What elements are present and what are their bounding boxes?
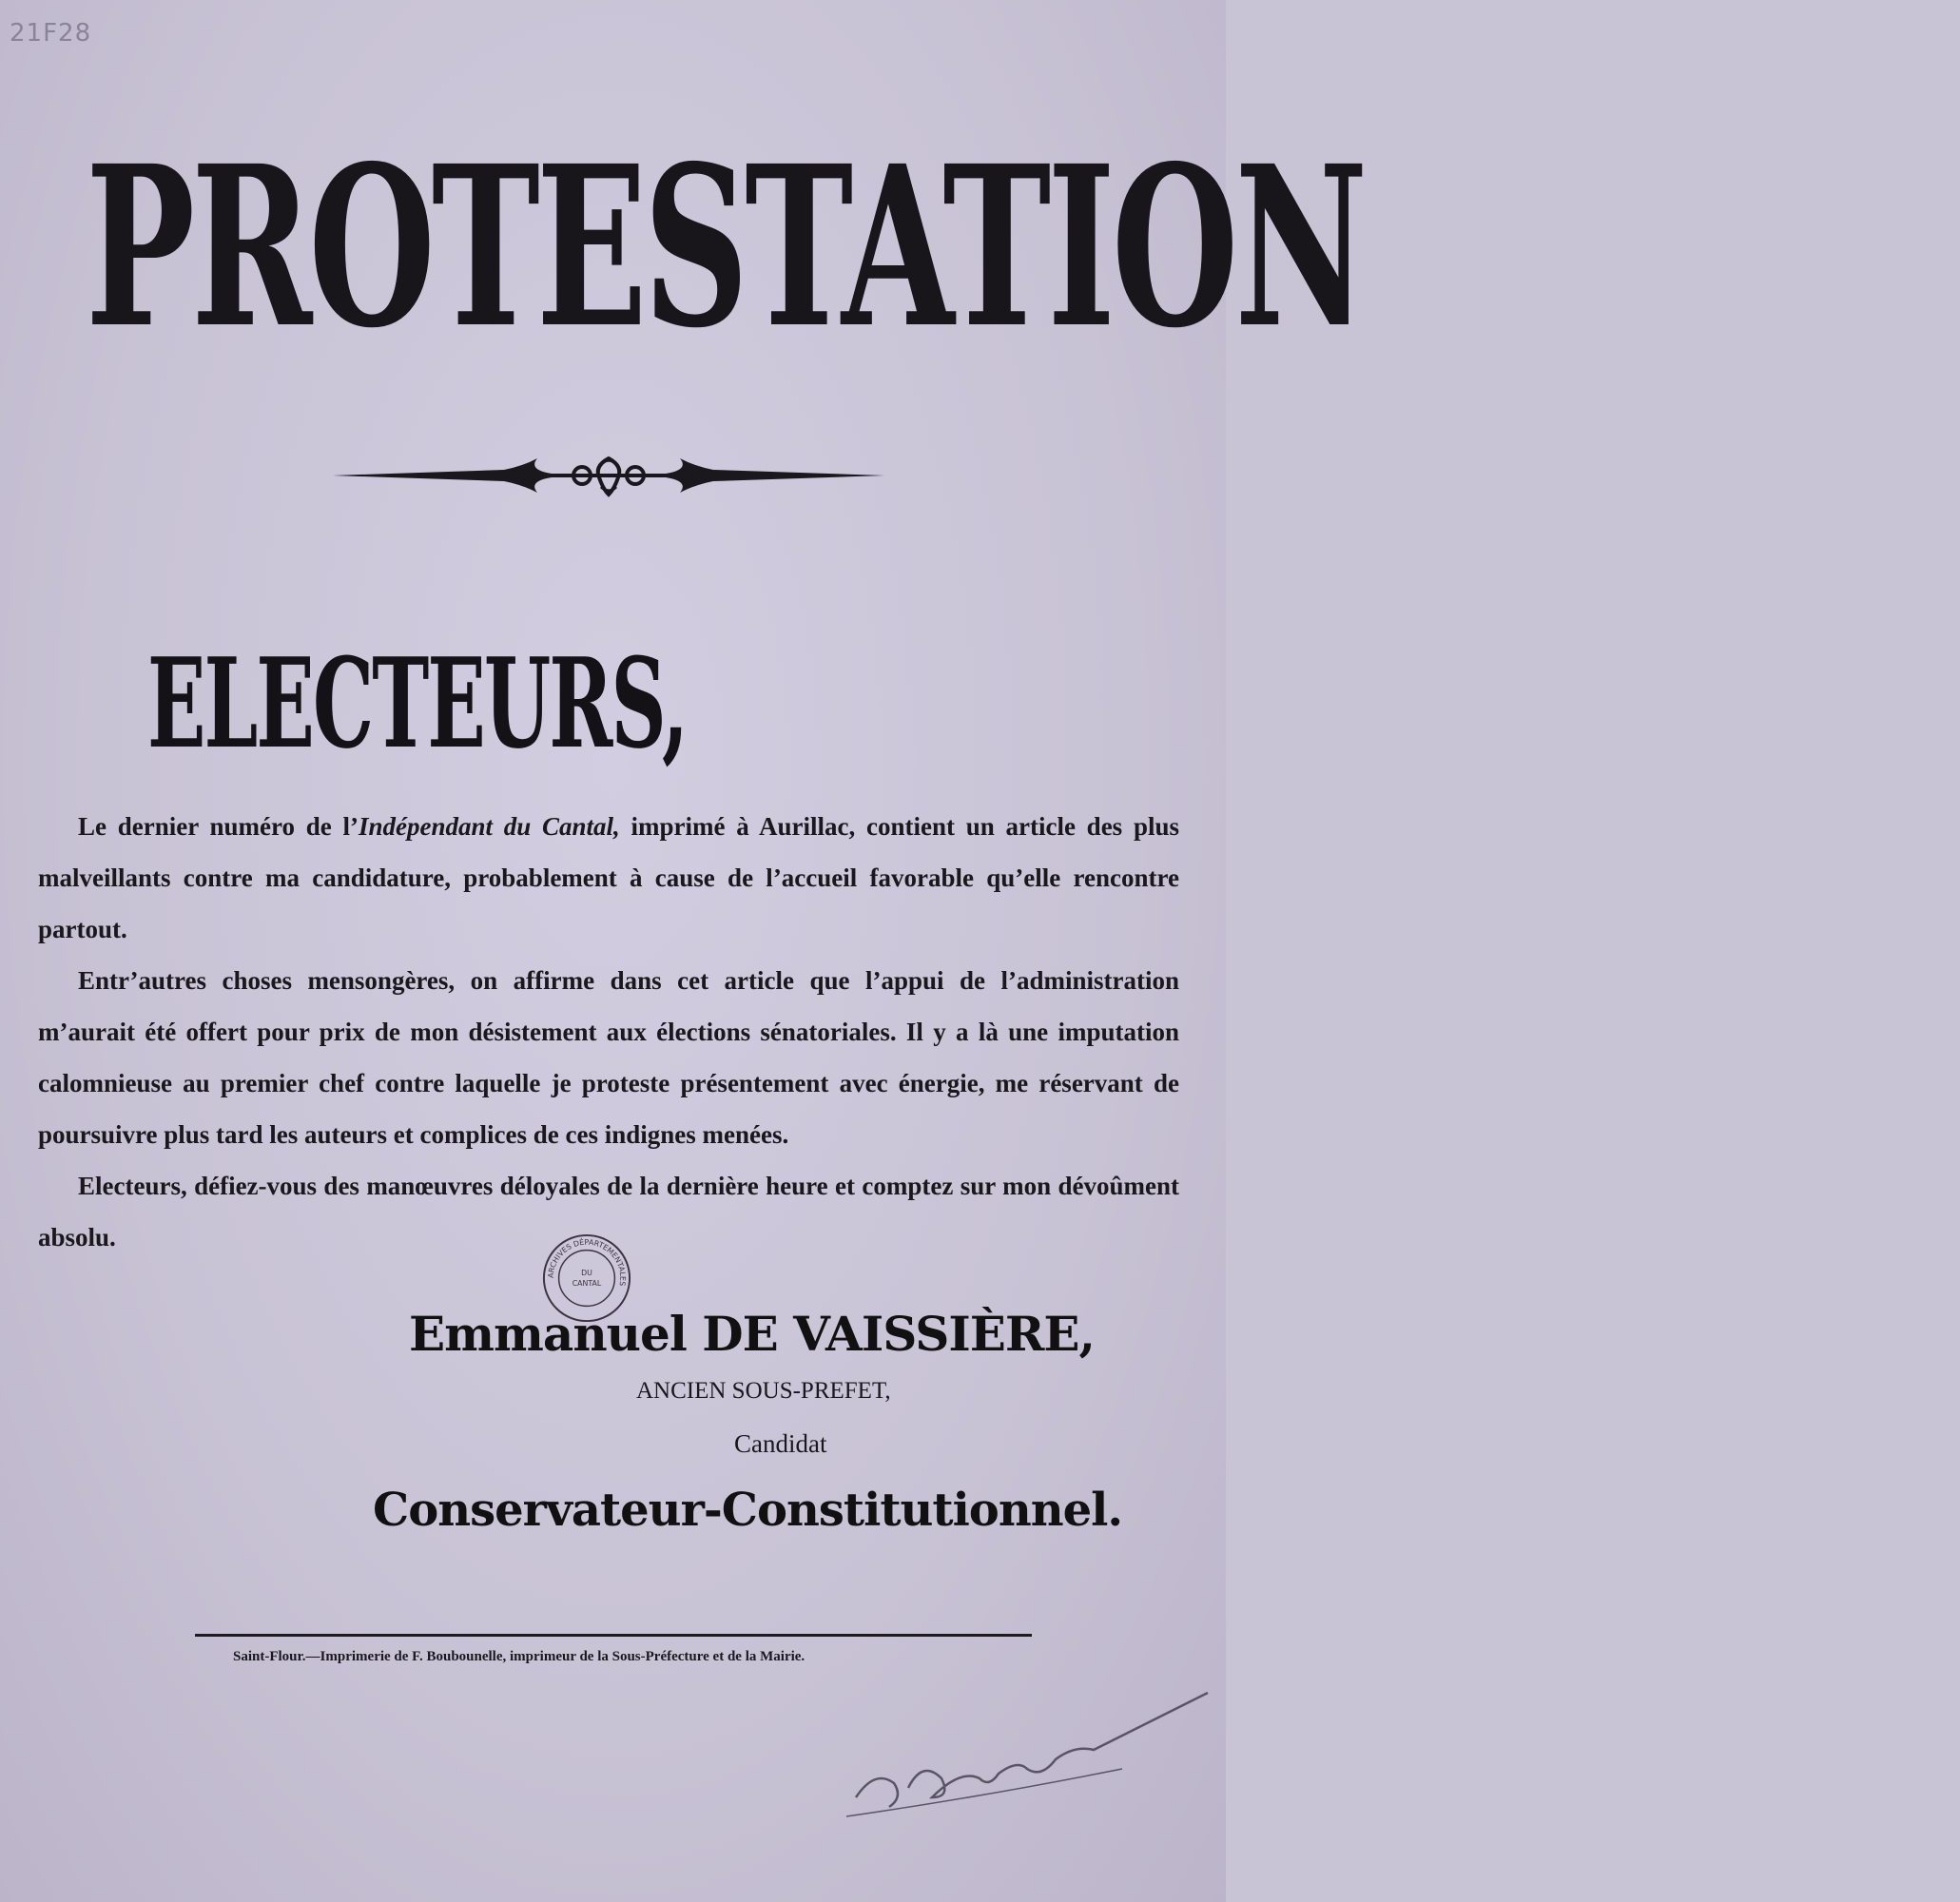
paragraph-1-end: imprimé à Aurillac, contient un article des plus malveillants contre ma candidature, probablement à cause de l’accueil favorable qu’elle rencontre partout. (38, 812, 1179, 943)
paragraph-3: Electeurs, défiez-vous des manœuvres déloyales de la dernière heure et comptez sur mon dévoûment absolu. (38, 1172, 1179, 1252)
printer-credit: Saint-Flour.—Imprimerie de F. Boubounelle, imprimeur de la Sous-Préfecture et de la Mairie. (233, 1649, 805, 1664)
stamp-outer-text: ARCHIVES DÉPARTEMENTALES (546, 1237, 628, 1287)
candidate-role: Candidat (734, 1429, 827, 1458)
footer-divider (195, 1634, 1032, 1637)
candidate-former-title: ANCIEN SOUS-PREFET, (636, 1378, 891, 1404)
paragraph-1-start: Le dernier numéro de l’ (78, 812, 359, 841)
stamp-inner-cantal: CANTAL (572, 1278, 602, 1288)
ornament-divider-icon (333, 437, 884, 514)
archive-reference: 21F28 (10, 19, 92, 48)
poster-title: PROTESTATION (86, 117, 1365, 377)
candidate-name: Emmanuel DE VAISSIÈRE, (409, 1306, 1095, 1362)
handwritten-signature-icon (837, 1655, 1217, 1826)
body-text (38, 801, 1179, 1263)
paragraph-1 (38, 801, 1179, 955)
paragraph-2: Entr’autres choses mensongères, on affirme dans cet article que l’appui de l’administration m’aurait été offert pour prix de mon désistement aux élections sénatoriales. Il y a là une imputation calomnieuse au premier chef contre laquelle je proteste présentement avec énergie, me réservant de poursuivre plus tard les auteurs et complices de ces indignes menées. (38, 966, 1179, 1149)
address-heading: ELECTEURS, (147, 631, 688, 776)
stamp-inner-du: DU (581, 1269, 592, 1278)
candidate-party: Conservateur-Constitutionnel. (373, 1484, 1123, 1537)
newspaper-name: Indépendant du Cantal, (358, 812, 620, 841)
